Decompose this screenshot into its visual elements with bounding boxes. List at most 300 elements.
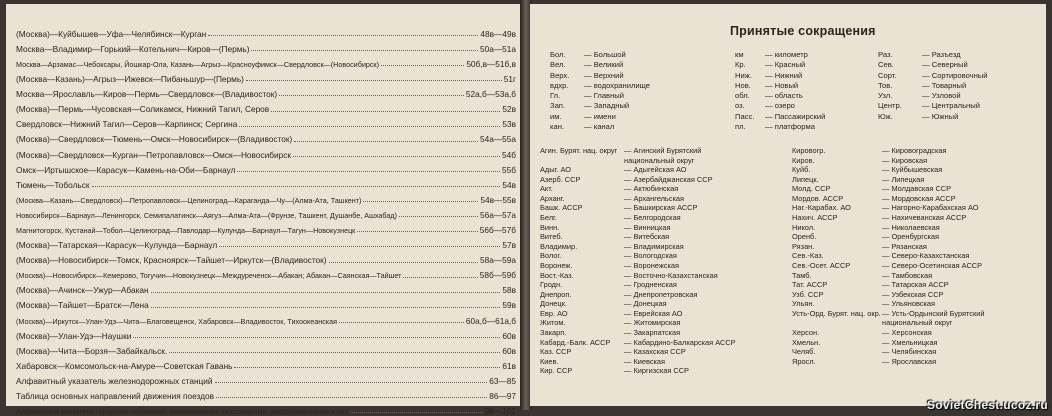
abbreviation-key: пл.: [735, 122, 746, 132]
dot-leader: [169, 352, 500, 353]
route-page-number: 55б: [502, 164, 516, 175]
dot-leader: [239, 126, 500, 127]
route-row: [16, 23, 516, 38]
route-row: [16, 265, 516, 280]
abbreviation-value: — платформа: [765, 122, 815, 132]
abbreviation-value: — Южный: [922, 111, 959, 121]
abbreviation-key: Бол.: [550, 50, 566, 59]
abbreviation-value: — Красный: [765, 60, 806, 70]
dot-leader: [92, 186, 501, 187]
route-text: (Москва—Казань)—Агрыз—Ижевск—Пибаньшур—(Пермь): [16, 74, 244, 85]
region-entry: [540, 242, 744, 252]
region-entry: [540, 280, 744, 290]
route-row: [16, 400, 516, 415]
abbreviation-entry: [878, 101, 988, 111]
abbreviation-entry: [735, 81, 825, 91]
region-key: Каз. ССР: [540, 347, 572, 357]
dot-leader: [151, 292, 501, 293]
route-page-number: 86—97: [489, 391, 516, 402]
abbreviation-value: — область: [765, 91, 803, 101]
region-key: Адыг. АО: [540, 165, 571, 175]
abbreviation-key: оз.: [735, 101, 745, 111]
region-key: Арханг.: [540, 193, 565, 203]
region-value: — Нахичеванская АССР: [882, 213, 967, 223]
region-entry: [540, 261, 744, 271]
region-value: — Белгородская: [624, 213, 681, 223]
region-value: — Витебская: [624, 232, 670, 242]
region-key: Житом.: [540, 318, 566, 328]
region-key: Воронеж.: [540, 260, 573, 270]
route-page-number: 51г: [503, 74, 516, 85]
route-page-number: 58а—59а: [480, 255, 516, 266]
route-row: [16, 129, 516, 144]
route-text: (Москва)—Свердловск—Тюмень—Омск—Новосибирск—(Владивосток): [16, 134, 293, 145]
route-row: [16, 219, 516, 234]
dot-leader: [350, 412, 482, 413]
route-page-number: 50а—51а: [480, 43, 516, 54]
region-value: — Донецкая: [624, 299, 667, 309]
region-entry: [792, 184, 1002, 194]
abbreviation-value: — Главный: [584, 91, 624, 101]
region-entry: [540, 271, 744, 281]
region-value: — Нагорно-Карабахская АО: [882, 203, 979, 213]
region-key: Никол.: [792, 222, 816, 232]
route-row: [16, 385, 516, 400]
region-value: — Киевская: [624, 356, 666, 366]
abbreviation-key: обл.: [735, 91, 750, 101]
region-value: — Куйбышевская: [882, 165, 943, 175]
route-row: [16, 234, 516, 249]
route-text: (Москва)—Ачинск—Ужур—Абакан: [16, 285, 149, 296]
route-text: Алфавитный указатель городских поселений, разноименных со станциями, расположенными в них: [16, 407, 349, 416]
region-entry: [540, 338, 744, 348]
region-entry: [792, 146, 1002, 156]
region-entry: [540, 366, 744, 376]
route-text: Магнитогорск, Кустанай—Тобол—Целиноград—Павлодар—Кулунда—Барнаул—Тагун—Новокузнецк: [16, 226, 356, 236]
route-row: [16, 159, 516, 174]
abbreviation-entry: [550, 101, 650, 111]
abbreviation-value: — Пассажирский: [765, 111, 826, 121]
route-page-number: 60в: [502, 330, 516, 341]
route-page-number: 58в: [502, 285, 516, 296]
dot-leader: [381, 65, 464, 66]
route-text: Москва—Арзамас—Чебоксары, Йошкар-Ола, Казань—Агрыз—Красноуфимск—Свердловск—(Новосибирск): [16, 60, 379, 70]
dot-leader: [363, 201, 478, 202]
region-key: Хмельн.: [792, 337, 821, 347]
abbreviation-entry: [878, 81, 988, 91]
route-row: [16, 68, 516, 83]
abbreviation-key: Гл.: [550, 91, 561, 101]
region-key: Рязан.: [792, 241, 815, 251]
region-value: — Узбекская ССР: [882, 289, 944, 299]
region-value: — Казахская ССР: [624, 347, 686, 357]
dot-leader: [293, 156, 500, 157]
route-row: [16, 53, 516, 68]
region-entry: [792, 175, 1002, 185]
dot-leader: [216, 397, 487, 398]
region-entry: [540, 299, 744, 309]
abbreviation-key: кан.: [550, 122, 565, 132]
route-page-number: 52а,б—53а,б: [465, 89, 516, 100]
route-text: Алфавитный указатель железнодорожных станций: [16, 375, 213, 386]
abbreviation-entry: [550, 112, 650, 122]
route-page-number: 57в: [502, 240, 516, 251]
region-key: Витеб.: [540, 232, 563, 242]
abbreviation-key: Тов.: [878, 80, 893, 90]
abbreviations-column-3: [878, 50, 988, 122]
route-row: [16, 83, 516, 98]
route-row: [16, 249, 516, 264]
route-row: [16, 355, 516, 370]
region-entry: [540, 194, 744, 204]
abbreviation-entry: [735, 60, 825, 70]
dot-leader: [399, 216, 478, 217]
region-key: Наг.-Карабах. АО: [792, 203, 851, 213]
region-value: — Житомирская: [624, 318, 681, 328]
dot-leader: [234, 367, 500, 368]
region-value: — Кировоградская: [882, 146, 947, 155]
region-value: — Башкирская АССР: [624, 203, 698, 213]
region-value: — Ярославская: [882, 356, 937, 366]
dot-leader: [271, 111, 500, 112]
region-key: Донецк.: [540, 299, 567, 309]
region-value: — Херсонская: [882, 327, 932, 337]
region-value: — Ульяновская: [882, 299, 936, 309]
abbreviation-value: — Верхний: [584, 70, 624, 80]
region-key: Акт.: [540, 184, 553, 194]
region-entry: [792, 347, 1002, 357]
route-text: Новосибирск—Барнаул—Ленингорск, Семипалатинск—Аягуз—Алма-Ата—(Фрунзе, Ташкент, Душанбе, Ашхабад): [16, 211, 397, 221]
region-key: Киров.: [792, 155, 815, 165]
abbreviation-value: — Сортировочный: [922, 70, 988, 80]
region-key: Челяб.: [792, 347, 816, 357]
region-entry: [792, 271, 1002, 281]
route-text: (Москва)—Тайшет—Братск—Лена: [16, 300, 149, 311]
abbreviation-entry: [550, 91, 650, 101]
region-entry: [540, 357, 744, 367]
route-page-number: 54в—55в: [480, 194, 516, 205]
abbreviation-entry: [550, 60, 650, 70]
region-value: — Гродненская: [624, 280, 677, 290]
route-text: Тюмень—Тобольск: [16, 179, 90, 190]
region-value: — Николаевская: [882, 222, 940, 232]
abbreviation-entry: [878, 71, 988, 81]
region-value: — Мордовская АССР: [882, 193, 956, 203]
abbreviation-key: Центр.: [878, 101, 902, 111]
dot-leader: [151, 307, 501, 308]
route-page-number: 48в—49в: [480, 28, 516, 39]
dot-leader: [339, 322, 464, 323]
dot-leader: [215, 382, 488, 383]
route-page-number: 56б—57б: [479, 225, 516, 236]
route-page-number: 54б: [502, 149, 516, 160]
abbreviation-key: Юж.: [878, 111, 893, 121]
region-value: — Архангельская: [624, 193, 684, 203]
route-row: [16, 325, 516, 340]
region-entry: [792, 203, 1002, 213]
region-key: Закарп.: [540, 327, 567, 337]
abbreviation-value: — Новый: [765, 80, 799, 90]
dot-leader: [219, 246, 500, 247]
region-entry: [540, 146, 744, 165]
region-key: Узб. ССР: [792, 289, 824, 299]
region-key: Кабард.-Балк. АССР: [540, 337, 611, 347]
region-entry: [792, 223, 1002, 233]
region-entry: [540, 232, 744, 242]
abbreviation-entry: [550, 50, 650, 60]
route-page-number: 52в: [502, 104, 516, 115]
route-text: Москва—Ярославль—Киров—Пермь—Свердловск—(Владивосток): [16, 89, 278, 100]
region-entry: [540, 175, 744, 185]
route-text: Хабаровск—Комсомольск-на-Амуре—Советская Гавань: [16, 360, 233, 371]
abbreviation-key: Сев.: [878, 60, 894, 70]
abbreviation-key: Узл.: [878, 91, 893, 101]
region-entry: [792, 194, 1002, 204]
abbreviation-key: Зап.: [550, 101, 566, 111]
region-value: — Винницкая: [624, 222, 671, 232]
region-key: Липецк.: [792, 174, 819, 184]
region-value: — Челябинская: [882, 347, 937, 357]
abbreviation-value: — канал: [584, 122, 615, 132]
region-key: Агин. Бурят. нац. округ: [540, 146, 618, 155]
region-entry: [792, 338, 1002, 348]
abbreviation-entry: [878, 91, 988, 101]
route-text: (Москва—Казань—Свердловск)—Петропавловск—Целиноград—Караганда—Чу—(Алма-Ата, Ташкент): [16, 195, 362, 205]
abbreviation-key: Сорт.: [878, 70, 897, 80]
abbreviation-key: Вел.: [550, 60, 566, 70]
dot-leader: [208, 35, 478, 36]
region-key: Киев.: [540, 356, 559, 366]
abbreviation-key: Ниж.: [735, 70, 752, 80]
region-key: Мордов. АССР: [792, 193, 844, 203]
region-value: — Липецкая: [882, 174, 925, 184]
abbreviation-value: — Западный: [584, 101, 630, 111]
abbreviation-key: Пасс.: [735, 111, 755, 121]
region-key: Оренб.: [792, 232, 817, 242]
region-value: — Северо-Осетинская АССР: [882, 260, 983, 270]
abbreviation-entry: [878, 50, 988, 60]
abbreviation-entry: [550, 81, 650, 91]
region-entry: [792, 165, 1002, 175]
region-value: — Татарская АССР: [882, 280, 949, 290]
region-key: Винн.: [540, 222, 560, 232]
region-entry: [792, 290, 1002, 300]
route-text: (Москва)—Свердловск—Курган—Петропавловск—Омск—Новосибирск: [16, 149, 292, 160]
route-row: [16, 189, 516, 204]
abbreviation-value: — километр: [765, 50, 808, 59]
abbreviation-entry: [735, 122, 825, 132]
route-page-number: 59в: [502, 300, 516, 311]
region-value: — Северо-Казахстанская: [882, 251, 970, 261]
route-page-number: 50б,в—51б,в: [466, 58, 516, 69]
route-text: (Москва)—Улан-Удэ—Наушки: [16, 330, 132, 341]
region-key: Куйб.: [792, 165, 811, 175]
region-key: Яросл.: [792, 356, 816, 366]
abbreviation-key: им.: [550, 111, 562, 121]
region-value: — Адыгейская АО: [624, 165, 687, 175]
abbreviation-entry: [878, 112, 988, 122]
region-key: Азерб. ССР: [540, 174, 581, 184]
abbreviation-value: — Центральный: [922, 101, 980, 111]
right-page: [530, 4, 1046, 406]
route-text: (Москва)—Пермь—Чусовская—Соликамск, Нижний Тагил, Серов: [16, 104, 270, 115]
region-entry: [792, 251, 1002, 261]
route-row: [16, 295, 516, 310]
region-entry: [792, 280, 1002, 290]
abbreviations-column-1: [550, 50, 650, 132]
route-page-number: 54а—55а: [480, 134, 516, 145]
region-value: — Хмельницкая: [882, 337, 938, 347]
abbreviation-entry: [550, 122, 650, 132]
region-entry: [540, 223, 744, 233]
abbreviation-value: — водохранилище: [584, 80, 651, 90]
region-entry: [540, 203, 744, 213]
route-row: [16, 174, 516, 189]
region-value: — Воронежская: [624, 260, 679, 270]
region-value: — Агинский Бурятский национальный округ: [624, 146, 702, 165]
region-value: — Вологодская: [624, 251, 677, 261]
region-entry: [792, 261, 1002, 271]
abbreviation-entry: [735, 71, 825, 81]
route-row: [16, 114, 516, 129]
route-page-number: 54в: [502, 179, 516, 190]
region-value: — Тамбовская: [882, 270, 933, 280]
region-key: Тат. АССР: [792, 280, 828, 290]
route-page-number: 58б—59б: [479, 270, 516, 281]
abbreviation-key: Кр.: [735, 60, 746, 70]
abbreviation-value: — Товарный: [922, 80, 967, 90]
abbreviation-entry: [878, 60, 988, 70]
route-text: Москва—Владимир—Горький—Котельнич—Киров—(Пермь): [16, 43, 250, 54]
region-entry: [792, 309, 1002, 328]
route-text: (Москва)—Новосибирск—Кемерово, Тогучин—Новокузнецк—Междуреченск—Абакан; Абакан—Саянская—Тайшет: [16, 271, 402, 281]
route-row: [16, 340, 516, 355]
watermark: SovietChest.ucoz.ru: [926, 398, 1048, 412]
region-value: — Молдавская ССР: [882, 184, 952, 194]
regions-column-1: [540, 146, 744, 376]
abbreviation-key: Верх.: [550, 70, 570, 80]
abbreviations-column-2: [735, 50, 825, 132]
region-entry: [540, 184, 744, 194]
region-entry: [540, 290, 744, 300]
region-value: — Азербайджанская ССР: [624, 174, 713, 184]
region-key: Белг.: [540, 213, 557, 223]
region-key: Владимир.: [540, 241, 578, 251]
abbreviation-value: — Нижний: [765, 70, 803, 80]
region-key: Тамб.: [792, 270, 812, 280]
region-entry: [792, 156, 1002, 166]
route-page-number: 61в: [502, 360, 516, 371]
route-row: [16, 98, 516, 113]
dot-leader: [133, 337, 500, 338]
abbreviation-entry: [735, 91, 825, 101]
region-entry: [540, 213, 744, 223]
route-row: [16, 38, 516, 53]
abbreviation-value: — имени: [584, 111, 616, 121]
region-key: Сев.-Осет. АССР: [792, 260, 851, 270]
dot-leader: [237, 171, 500, 172]
dot-leader: [246, 80, 502, 81]
region-key: Волог.: [540, 251, 562, 261]
dot-leader: [251, 50, 478, 51]
route-row: [16, 144, 516, 159]
abbreviation-value: — озеро: [765, 101, 795, 111]
region-entry: [792, 232, 1002, 242]
region-value: — Днепропетровская: [624, 289, 698, 299]
dot-leader: [279, 95, 464, 96]
route-row: [16, 370, 516, 385]
region-value: — Восточно-Казахстанская: [624, 270, 718, 280]
region-value: — Киргизская ССР: [624, 366, 689, 376]
region-key: Днепроп.: [540, 289, 572, 299]
region-value: — Владимирская: [624, 241, 684, 251]
route-text: Омск—Иртышское—Карасук—Камень-на-Оби—Барнаул: [16, 164, 236, 175]
region-entry: [540, 165, 744, 175]
region-entry: [792, 328, 1002, 338]
regions-column-2: [792, 146, 1002, 366]
route-page-number: 56а—57а: [480, 209, 516, 220]
region-entry: [792, 213, 1002, 223]
region-value: — Еврейская АО: [624, 308, 683, 318]
region-key: Нахич. АССР: [792, 213, 838, 223]
route-text: (Москва)—Чита—Борзя—Забайкальск.: [16, 345, 168, 356]
region-key: Усть-Орд. Бурят. нац. окр.: [792, 308, 881, 318]
dot-leader: [357, 231, 477, 232]
route-text: (Москва)—Куйбышев—Уфа—Челябинск—Курган: [16, 28, 207, 39]
region-entry: [540, 318, 744, 328]
route-text: Свердловск—Нижний Тагил—Серов—Карпинск; Сергина: [16, 119, 238, 130]
abbreviation-value: — Северный: [922, 60, 968, 70]
route-list: [16, 23, 516, 415]
abbreviation-entry: [735, 112, 825, 122]
region-entry: [540, 328, 744, 338]
region-entry: [792, 357, 1002, 367]
abbreviation-key: вдхр.: [550, 80, 569, 90]
region-key: Сев.-Каз.: [792, 251, 824, 261]
route-page-number: 60а,б—61а,б: [465, 315, 516, 326]
region-value: — Кабардино-Балкарская АССР: [624, 337, 736, 347]
region-key: Кир. ССР: [540, 366, 573, 376]
dot-leader: [329, 262, 478, 263]
abbreviation-key: Раз.: [878, 50, 893, 59]
dot-leader: [403, 277, 477, 278]
route-row: [16, 280, 516, 295]
abbreviations-title: Принятые сокращения: [730, 24, 876, 38]
region-value: — Актюбинская: [624, 184, 679, 194]
route-row: [16, 204, 516, 219]
abbreviation-value: — Большой: [584, 50, 626, 59]
route-text: (Москва)—Новосибирск—Томск, Красноярск—Тайшет—Иркутск—(Владивосток): [16, 255, 327, 266]
route-row: [16, 310, 516, 325]
abbreviation-value: — Узловой: [922, 91, 961, 101]
abbreviation-key: Нов.: [735, 80, 751, 90]
region-key: Кировогр.: [792, 146, 826, 155]
region-key: Молд. ССР: [792, 184, 831, 194]
route-page-number: 63—85: [489, 375, 516, 386]
dot-leader: [294, 141, 478, 142]
abbreviation-value: — Разъезд: [922, 50, 961, 59]
region-entry: [792, 242, 1002, 252]
abbreviation-entry: [735, 50, 825, 60]
route-page-number: 98—101: [484, 406, 516, 416]
region-entry: [540, 347, 744, 357]
region-value: — Рязанская: [882, 241, 927, 251]
region-entry: [540, 309, 744, 319]
region-value: — Усть-Ордынский Бурятский национальный округ: [882, 308, 985, 328]
region-key: Башк. АССР: [540, 203, 583, 213]
region-entry: [792, 299, 1002, 309]
route-text: Таблица основных направлений движения поездов: [16, 391, 215, 402]
